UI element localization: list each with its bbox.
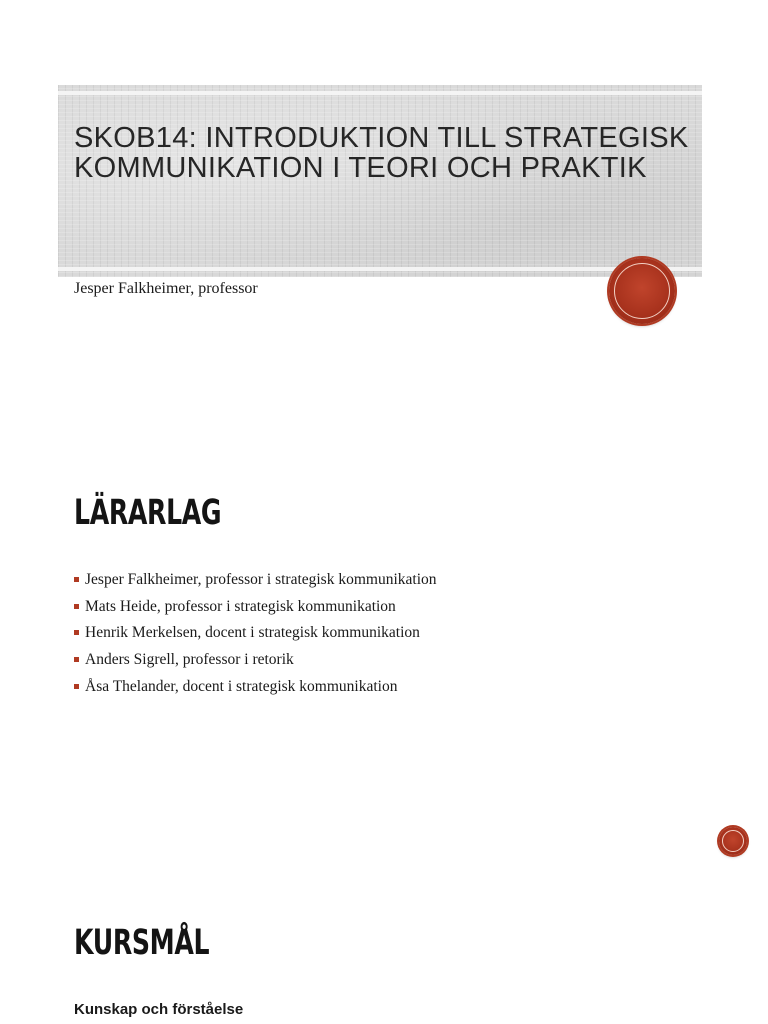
slide-title-line-2: KOMMUNIKATION I TEORI OCH PRAKTIK bbox=[74, 152, 647, 184]
square-bullet-icon bbox=[74, 657, 79, 662]
list-item bbox=[74, 620, 437, 647]
banner-top-rule bbox=[58, 91, 702, 95]
square-bullet-icon bbox=[74, 604, 79, 609]
slide-title bbox=[74, 123, 694, 183]
banner-bottom-rule bbox=[58, 267, 702, 271]
red-medallion-small-icon bbox=[719, 827, 747, 855]
square-bullet-icon bbox=[74, 630, 79, 635]
teacher-name: Henrik Merkelsen, docent i strategisk kommunikation bbox=[85, 624, 420, 642]
medallion-inner-ring bbox=[722, 830, 744, 852]
teacher-name: Åsa Thelander, docent i strategisk kommunikation bbox=[85, 677, 398, 695]
title-banner bbox=[58, 85, 702, 277]
list-item bbox=[74, 594, 437, 621]
slide-title-line-1: SKOB14: INTRODUKTION TILL STRATEGISK bbox=[74, 122, 689, 154]
list-item bbox=[74, 674, 437, 701]
square-bullet-icon bbox=[74, 577, 79, 582]
presenter-subtitle: Jesper Falkheimer, professor bbox=[74, 280, 258, 297]
course-goals-heading: KURSMÅL bbox=[74, 923, 210, 963]
red-medallion-icon bbox=[609, 258, 675, 324]
teacher-list bbox=[74, 567, 437, 701]
teacher-team-heading: LÄRARLAG bbox=[74, 493, 222, 533]
square-bullet-icon bbox=[74, 684, 79, 689]
medallion-inner-ring bbox=[614, 263, 670, 319]
knowledge-subheading: Kunskap och förståelse bbox=[74, 1001, 244, 1018]
list-item bbox=[74, 567, 437, 594]
teacher-name: Jesper Falkheimer, professor i strategisk kommunikation bbox=[85, 571, 437, 588]
teacher-name: Anders Sigrell, professor i retorik bbox=[85, 651, 294, 669]
list-item bbox=[74, 647, 437, 674]
teacher-name: Mats Heide, professor i strategisk kommunikation bbox=[85, 597, 396, 615]
